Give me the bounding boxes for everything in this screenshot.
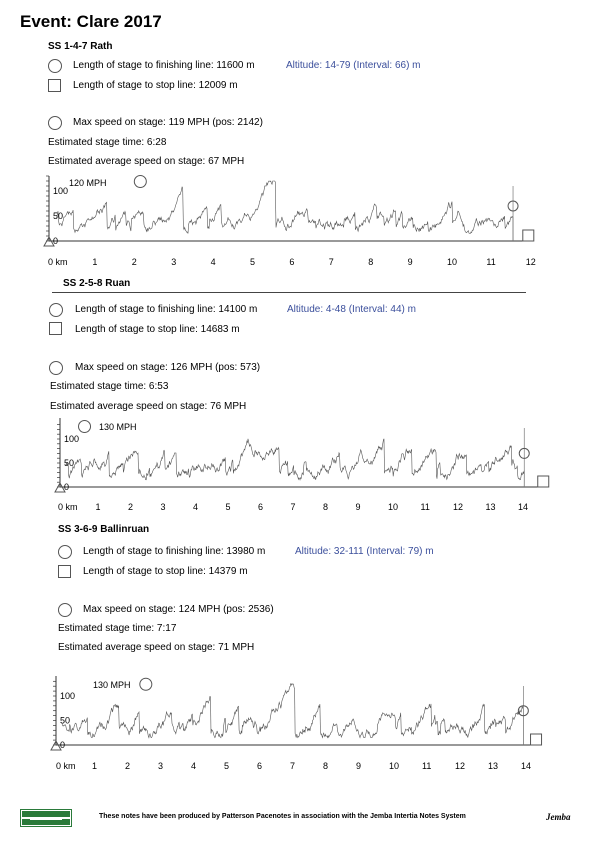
x-tick-label: 10	[388, 502, 399, 512]
x-tick-label: 2	[128, 502, 134, 512]
x-tick-label: 2	[125, 761, 131, 771]
x-tick-label: 11	[486, 257, 496, 267]
x-tick-label: 6	[289, 257, 295, 267]
average-speed: Estimated average speed on stage: 67 MPH	[48, 156, 245, 167]
max-speed-circle-icon	[140, 678, 152, 690]
jemba-brand: Jemba	[546, 812, 571, 822]
y-tick-label: 100	[53, 186, 69, 196]
x-tick-label: 10	[389, 761, 400, 771]
speed-trace	[56, 181, 513, 241]
finish-line-length: Length of stage to finishing line: 13980 m	[83, 546, 266, 557]
x-tick-label: 5	[225, 502, 231, 512]
max-speed-circle-icon	[79, 421, 91, 433]
stage-title: SS 3-6-9 Ballinruan	[58, 524, 150, 535]
stage-title: SS 1-4-7 Rath	[48, 41, 113, 52]
x-tick-label: 5	[224, 761, 230, 771]
finish-line-circle-icon	[58, 545, 72, 559]
patterson-logo	[20, 809, 72, 827]
average-speed: Estimated average speed on stage: 76 MPH	[50, 401, 247, 412]
max-speed-circle-icon	[134, 176, 146, 188]
x-tick-label: 3	[171, 257, 177, 267]
y-tick-label: 100	[60, 691, 76, 701]
max-speed-label: 130 MPH	[99, 422, 137, 432]
x-tick-label: 1	[92, 257, 98, 267]
y-tick-label: 100	[64, 434, 80, 444]
x-tick-label: 13	[488, 761, 499, 771]
max-speed-circle-icon	[49, 361, 63, 375]
stage-time: Estimated stage time: 6:53	[50, 381, 169, 392]
x-tick-label: 14	[521, 761, 532, 771]
stop-line-length: Length of stage to stop line: 14683 m	[75, 324, 240, 335]
altitude-range: Altitude: 32-111 (Interval: 79) m	[295, 546, 434, 557]
x-tick-label: 14	[518, 502, 529, 512]
stop-square-icon	[523, 230, 534, 241]
finish-line-length: Length of stage to finishing line: 14100 m	[75, 304, 258, 315]
x-tick-label: 12	[453, 502, 464, 512]
speed-chart	[0, 172, 595, 272]
speed-trace	[62, 684, 523, 745]
y-tick-label: 0	[64, 482, 70, 492]
altitude-range: Altitude: 14-79 (Interval: 66) m	[286, 60, 421, 71]
stop-square-icon	[538, 476, 549, 487]
x-tick-label: 8	[323, 761, 329, 771]
x-tick-label: 9	[407, 257, 413, 267]
stop-line-length: Length of stage to stop line: 12009 m	[73, 80, 238, 91]
separator	[52, 292, 526, 293]
max-speed: Max speed on stage: 124 MPH (pos: 2536)	[83, 604, 274, 615]
altitude-range: Altitude: 4-48 (Interval: 44) m	[287, 304, 416, 315]
max-speed: Max speed on stage: 119 MPH (pos: 2142)	[73, 117, 263, 128]
x-tick-label: 4	[193, 502, 199, 512]
x-tick-label: 0 km	[48, 257, 68, 267]
x-tick-label: 8	[323, 502, 329, 512]
x-tick-label: 7	[290, 502, 296, 512]
x-tick-label: 9	[355, 502, 361, 512]
x-tick-label: 1	[95, 502, 101, 512]
speed-chart	[0, 672, 595, 777]
max-speed-label: 120 MPH	[69, 178, 107, 188]
average-speed: Estimated average speed on stage: 71 MPH	[58, 642, 255, 653]
x-tick-label: 12	[455, 761, 466, 771]
finish-line-length: Length of stage to finishing line: 11600 m	[73, 60, 255, 71]
max-speed-label: 130 MPH	[93, 680, 131, 690]
x-tick-label: 0 km	[56, 761, 76, 771]
event-title: Event: Clare 2017	[20, 12, 162, 31]
stop-square-icon	[531, 734, 542, 745]
x-tick-label: 12	[525, 257, 536, 267]
y-tick-label: 50	[53, 211, 64, 221]
x-tick-label: 2	[131, 257, 137, 267]
x-tick-label: 9	[356, 761, 362, 771]
stage-time: Estimated stage time: 7:17	[58, 623, 177, 634]
x-tick-label: 1	[92, 761, 98, 771]
y-tick-label: 0	[60, 740, 66, 750]
max-speed: Max speed on stage: 126 MPH (pos: 573)	[75, 362, 261, 373]
x-tick-label: 7	[290, 761, 296, 771]
y-tick-label: 50	[60, 715, 71, 726]
x-tick-label: 10	[447, 257, 458, 267]
x-tick-label: 8	[368, 257, 374, 267]
x-tick-label: 6	[258, 502, 264, 512]
finish-line-circle-icon	[48, 59, 62, 73]
stop-line-length: Length of stage to stop line: 14379 m	[83, 566, 248, 577]
stage-title: SS 2-5-8 Ruan	[63, 278, 131, 289]
stage-time: Estimated stage time: 6:28	[48, 137, 167, 148]
x-tick-label: 4	[210, 257, 216, 267]
y-tick-label: 0	[53, 236, 59, 246]
footer-notice: These notes have been produced by Patterson Pacenotes in association with the Jemba Intertia Notes System	[99, 813, 466, 820]
x-tick-label: 3	[158, 761, 164, 771]
x-tick-label: 4	[191, 761, 197, 771]
x-tick-label: 5	[250, 257, 256, 267]
stop-line-square-icon	[48, 79, 61, 92]
x-tick-label: 11	[422, 761, 432, 771]
x-tick-label: 6	[257, 761, 263, 771]
x-tick-label: 7	[328, 257, 334, 267]
stop-line-square-icon	[58, 565, 71, 578]
x-tick-label: 13	[485, 502, 496, 512]
x-tick-label: 11	[420, 502, 430, 512]
max-speed-circle-icon	[58, 603, 72, 617]
stop-line-square-icon	[49, 322, 62, 335]
x-tick-label: 0 km	[58, 502, 78, 512]
speed-trace	[66, 439, 524, 487]
max-speed-circle-icon	[48, 116, 62, 130]
speed-chart	[0, 414, 595, 519]
y-tick-label: 50	[64, 458, 75, 468]
x-tick-label: 3	[160, 502, 166, 512]
finish-line-circle-icon	[49, 303, 63, 317]
